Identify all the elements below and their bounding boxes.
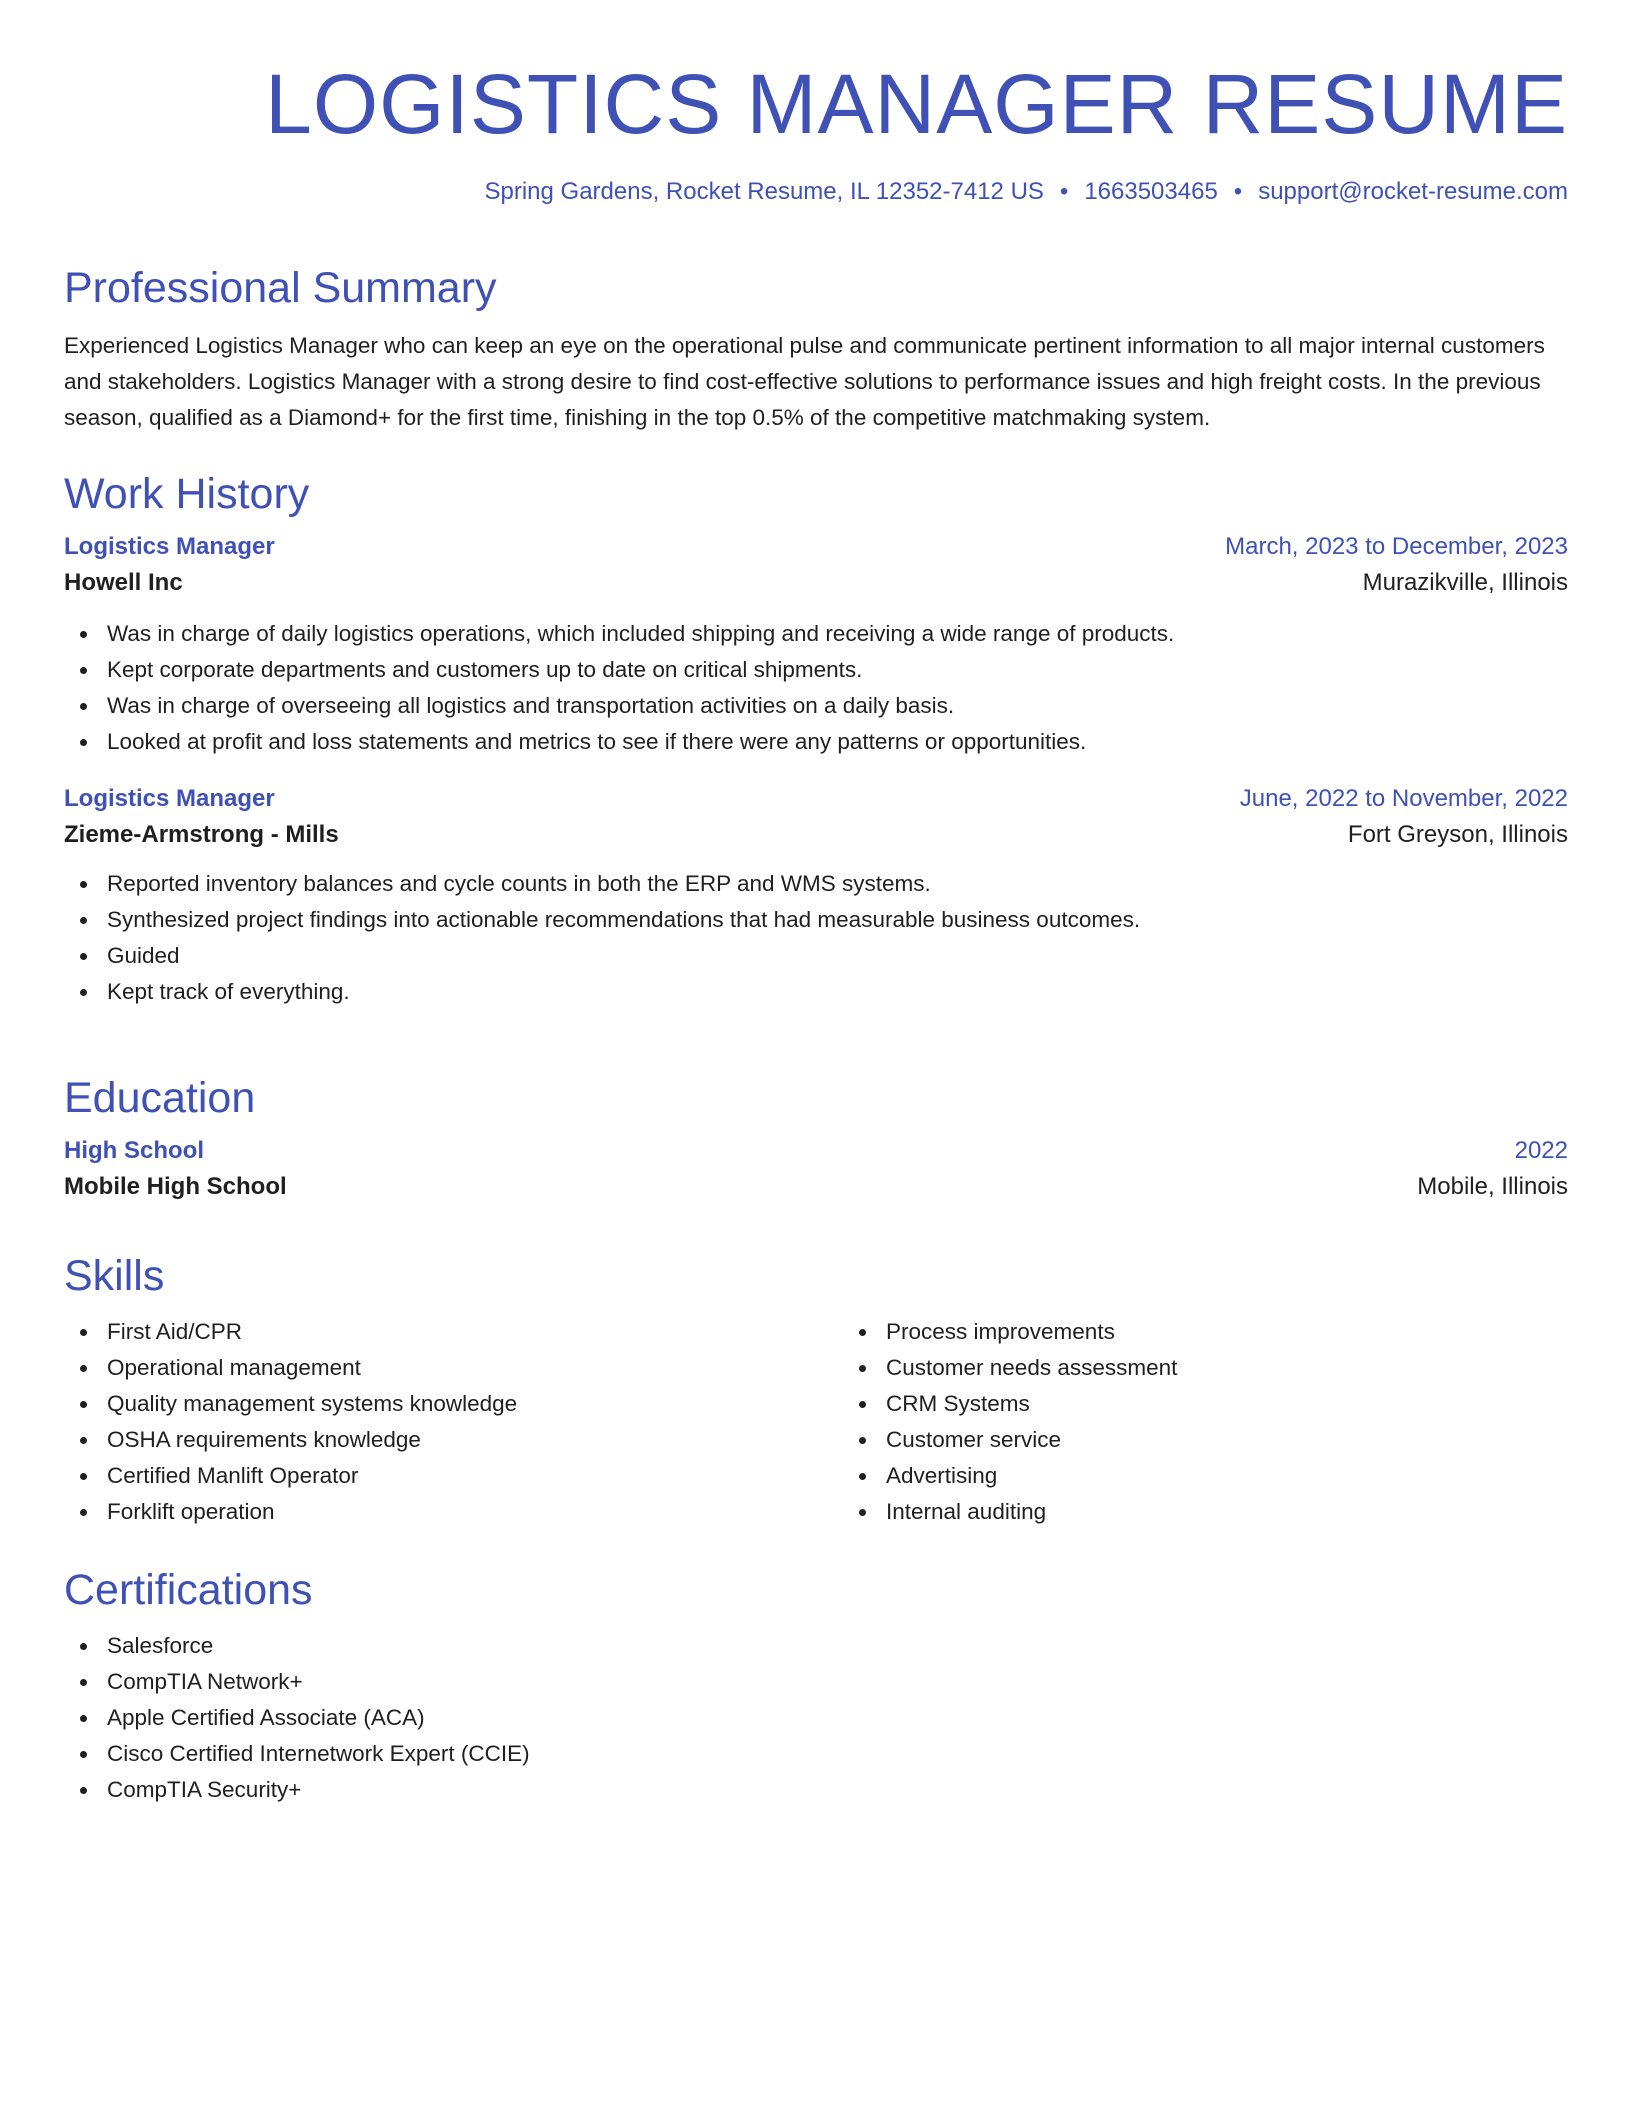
list-item: CompTIA Network+ [107,1664,1568,1700]
degree: High School [64,1137,204,1164]
skills-columns [64,1302,1568,1530]
list-item: Synthesized project findings into actionable recommendations that had measurable business outcomes. [107,902,1568,938]
list-item: Was in charge of daily logistics operations, which included shipping and receiving a wide range of products. [107,616,1568,652]
job-title: Logistics Manager [64,785,275,812]
job-duties-list [64,616,1568,760]
work-history-section [64,468,1568,1010]
list-item: Forklift operation [107,1494,843,1530]
list-item: Certified Manlift Operator [107,1458,843,1494]
job-location: Fort Greyson, Illinois [1347,821,1568,848]
employer-row [64,564,1568,602]
job-entry [64,782,1568,1010]
job-entry [64,530,1568,760]
employer-name: Howell Inc [64,569,183,596]
list-item: Advertising [886,1458,1568,1494]
list-item: CRM Systems [886,1386,1568,1422]
list-item: Cisco Certified Internetwork Expert (CCIE) [107,1736,1568,1772]
education-section [64,1072,1568,1206]
list-item: Kept track of everything. [107,974,1568,1010]
contact-separator: • [1059,178,1069,205]
certifications-section [64,1564,1568,1808]
summary-section [64,262,1568,436]
list-item: Customer needs assessment [886,1350,1568,1386]
school-location: Mobile, Illinois [1417,1173,1568,1200]
resume-title: LOGISTICS MANAGER RESUME [265,57,1568,151]
list-item: Internal auditing [886,1494,1568,1530]
job-duties-list [64,866,1568,1010]
list-item: Salesforce [107,1628,1568,1664]
list-item: Guided [107,938,1568,974]
school-row [64,1168,1568,1206]
list-item: Operational management [107,1350,843,1386]
employer-row [64,816,1568,854]
list-item: OSHA requirements knowledge [107,1422,843,1458]
summary-heading: Professional Summary [64,264,497,312]
contact-line [484,176,1568,208]
job-location: Murazikville, Illinois [1362,569,1568,596]
list-item: CompTIA Security+ [107,1772,1568,1808]
list-item: Customer service [886,1422,1568,1458]
education-heading: Education [64,1074,256,1122]
list-item: Looked at profit and loss statements and metrics to see if there were any patterns or opportunities. [107,724,1568,760]
job-title: Logistics Manager [64,533,275,560]
certifications-heading: Certifications [64,1566,313,1614]
certifications-list [64,1628,1568,1808]
work-history-heading: Work History [64,470,310,518]
skills-heading: Skills [64,1252,165,1300]
list-item: Kept corporate departments and customers up to date on critical shipments. [107,652,1568,688]
list-item: Quality management systems knowledge [107,1386,843,1422]
skills-list-right [843,1314,1568,1530]
summary-text: Experienced Logistics Manager who can keep an eye on the operational pulse and communicate pertinent information to all major internal customers and stakeholders. Logistics Manager with a strong desire to find cost-effective solutions to performance issues and high freight costs. In the previous season, qualified as a Diamond+ for the first time, finishing in the top 0.5% of the competitive matchmaking system. [64,333,1545,430]
employer-name: Zieme-Armstrong - Mills [64,821,339,848]
job-dates: June, 2022 to November, 2022 [1239,785,1568,812]
skills-list-left [64,1314,843,1530]
list-item: First Aid/CPR [107,1314,843,1350]
education-header-row [64,1134,1568,1168]
contact-address: Spring Gardens, Rocket Resume, IL 12352-7412 US [484,178,1044,205]
list-item: Process improvements [886,1314,1568,1350]
job-header-row [64,782,1568,816]
school-name: Mobile High School [64,1173,287,1200]
list-item: Reported inventory balances and cycle counts in both the ERP and WMS systems. [107,866,1568,902]
skills-section [64,1250,1568,1530]
list-item: Apple Certified Associate (ACA) [107,1700,1568,1736]
graduation-year: 2022 [1514,1137,1568,1164]
contact-separator: • [1233,178,1243,205]
job-header-row [64,530,1568,564]
contact-email[interactable]: support@rocket-resume.com [1258,178,1568,205]
list-item: Was in charge of overseeing all logistics and transportation activities on a daily basis. [107,688,1568,724]
job-dates: March, 2023 to December, 2023 [1225,533,1568,560]
contact-phone: 1663503465 [1084,178,1218,205]
